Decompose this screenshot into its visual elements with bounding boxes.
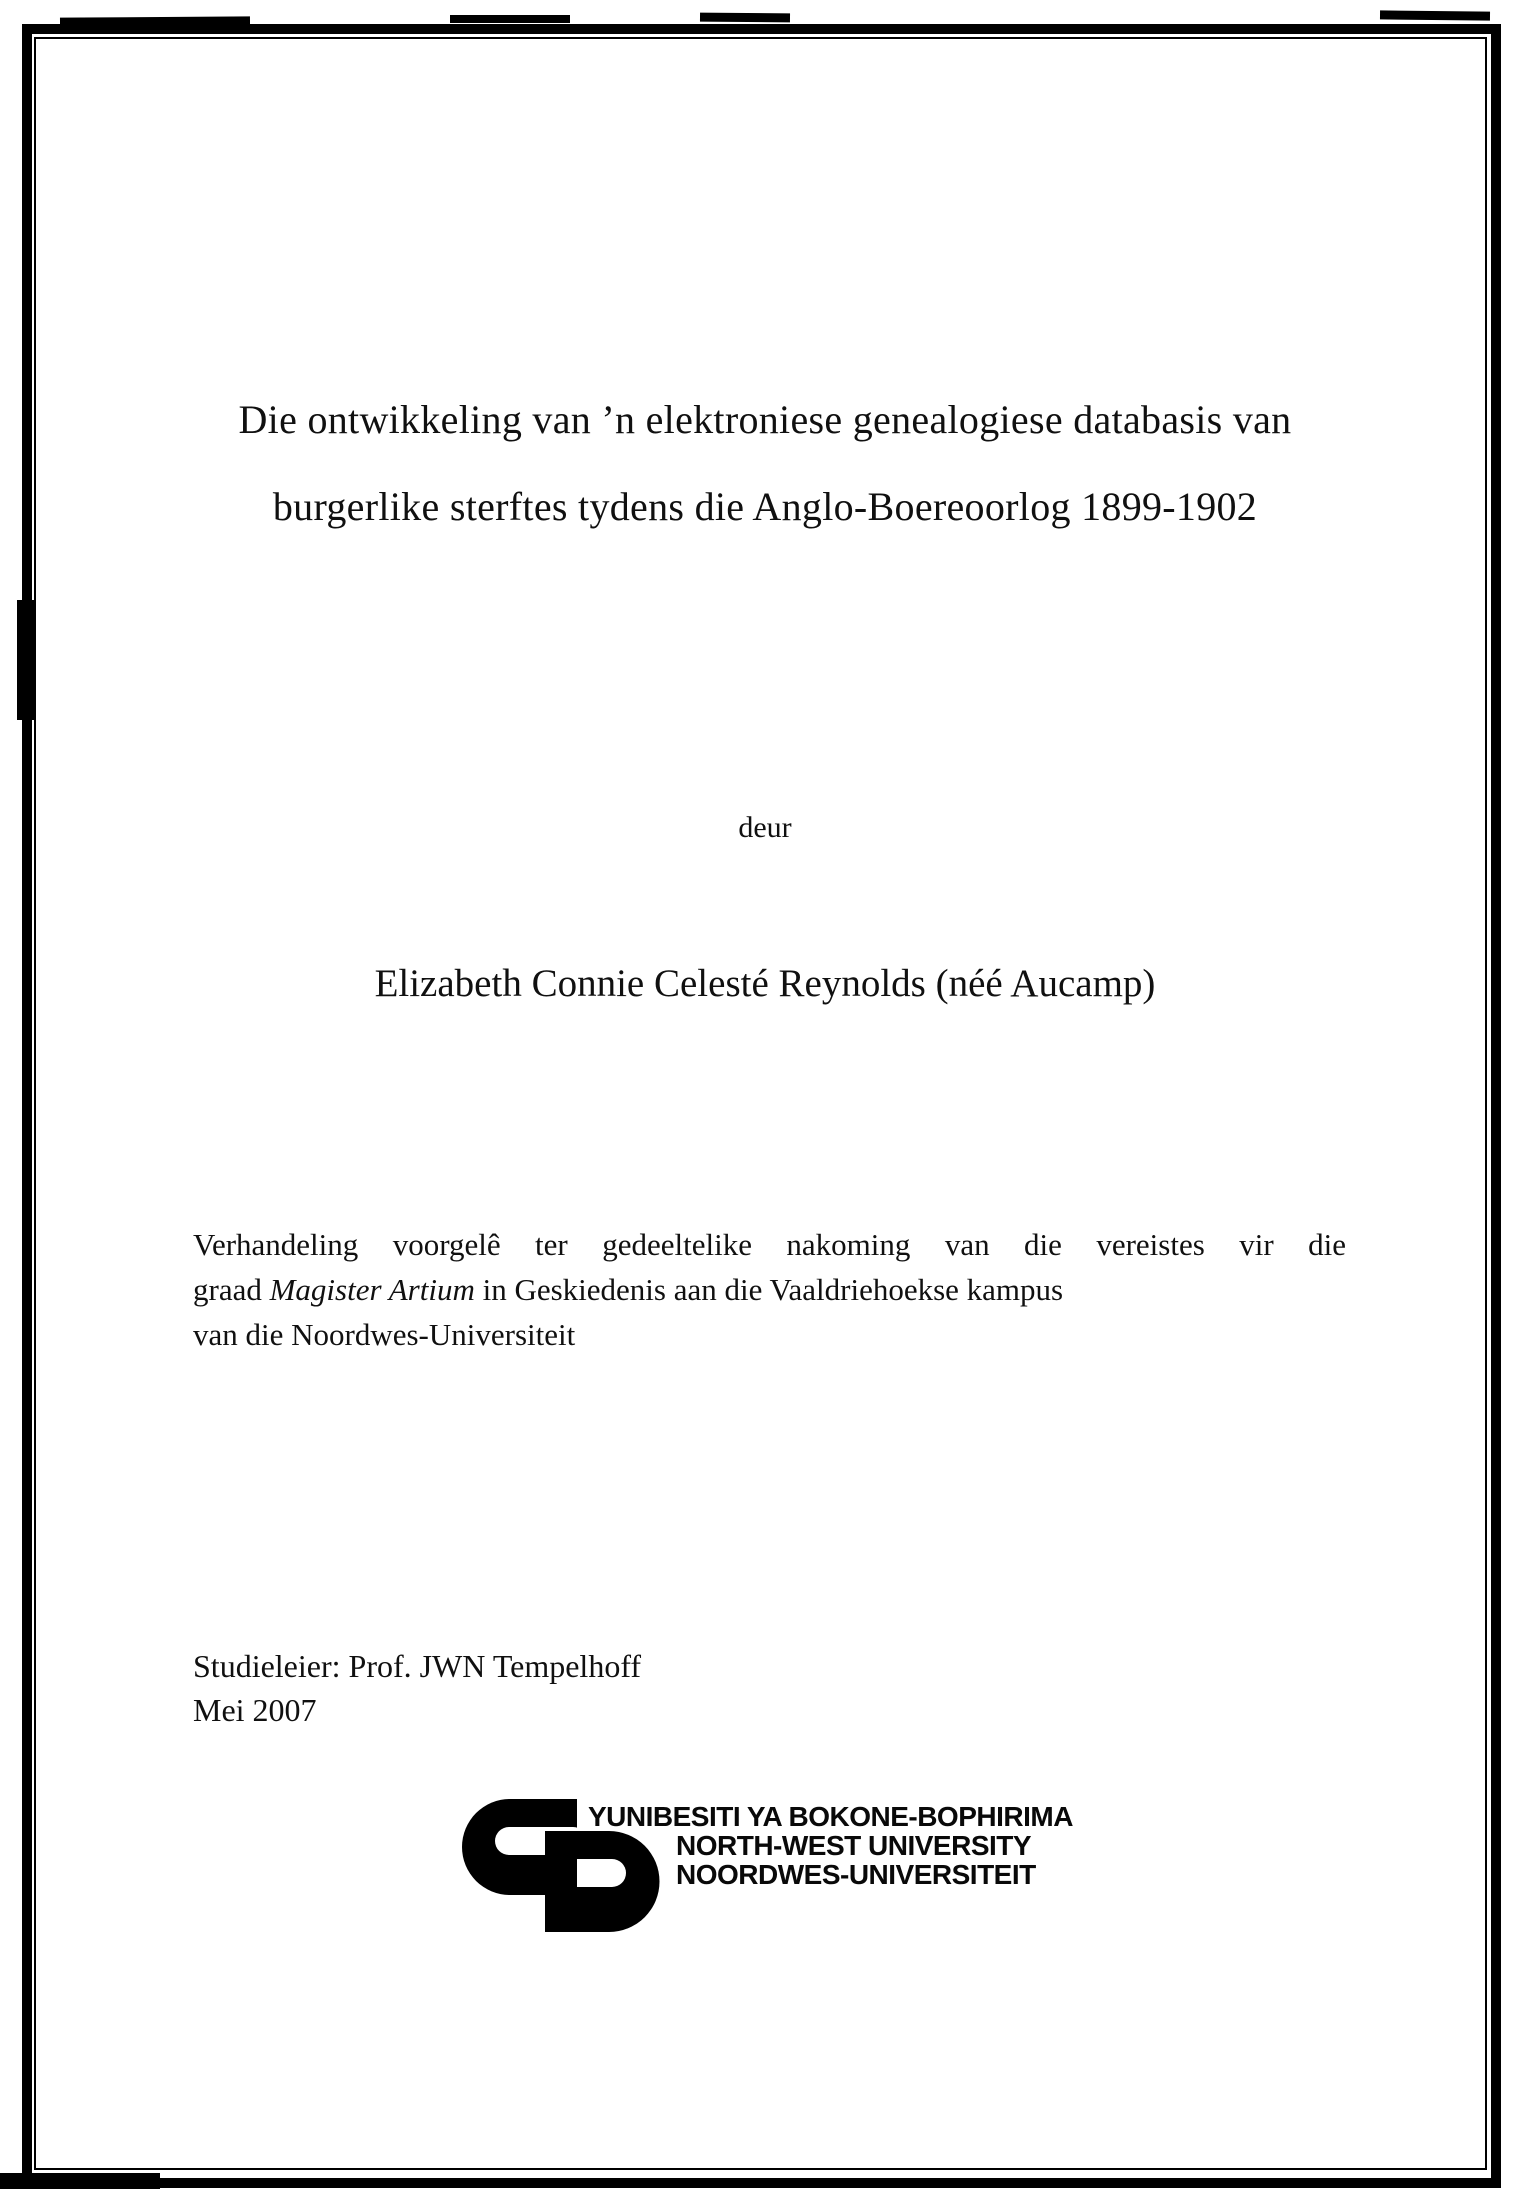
scan-artifact bbox=[0, 2173, 160, 2189]
logo-line-english: NORTH-WEST UNIVERSITY bbox=[676, 1830, 1032, 1861]
university-wordmark bbox=[588, 1802, 1073, 1889]
supervisor-line: Studieleier: Prof. JWN Tempelhoff bbox=[193, 1648, 642, 1684]
supervisor-and-date bbox=[193, 1644, 641, 1732]
scan-artifact bbox=[17, 600, 34, 720]
thesis-title bbox=[38, 376, 1492, 550]
logo-weave-arm bbox=[517, 1855, 577, 1895]
scan-artifact bbox=[1380, 10, 1490, 20]
logo-line-setswana: YUNIBESITI YA BOKONE-BOPHIRIMA bbox=[588, 1801, 1073, 1832]
statement-line-1: Verhandeling voorgelê ter gedeeltelike nakoming van die vereistes vir die bbox=[193, 1227, 1346, 1262]
statement-line-3: van die Noordwes-Universiteit bbox=[193, 1317, 576, 1352]
logo-line-afrikaans: NOORDWES-UNIVERSITEIT bbox=[676, 1859, 1036, 1890]
scan-artifact bbox=[60, 16, 250, 27]
degree-statement bbox=[193, 1222, 1346, 1357]
byline-deur: deur bbox=[738, 811, 792, 844]
title-line-1: Die ontwikkeling van ’n elektroniese genealogiese databasis van bbox=[238, 397, 1292, 442]
statement-line-2 bbox=[193, 1267, 1346, 1312]
statement-line-2-pre: graad bbox=[193, 1272, 270, 1307]
scan-artifact bbox=[450, 15, 570, 23]
title-line-2: burgerlike sterftes tydens die Anglo-Boereoorlog 1899-1902 bbox=[272, 484, 1258, 529]
degree-name-italic: Magister Artium bbox=[269, 1272, 475, 1307]
scan-artifact bbox=[700, 13, 790, 23]
date-line: Mei 2007 bbox=[193, 1692, 317, 1728]
statement-line-2-post: in Geskiedenis aan die Vaaldriehoekse kampus bbox=[474, 1272, 1064, 1307]
author-name: Elizabeth Connie Celesté Reynolds (néé Aucamp) bbox=[374, 962, 1156, 1005]
